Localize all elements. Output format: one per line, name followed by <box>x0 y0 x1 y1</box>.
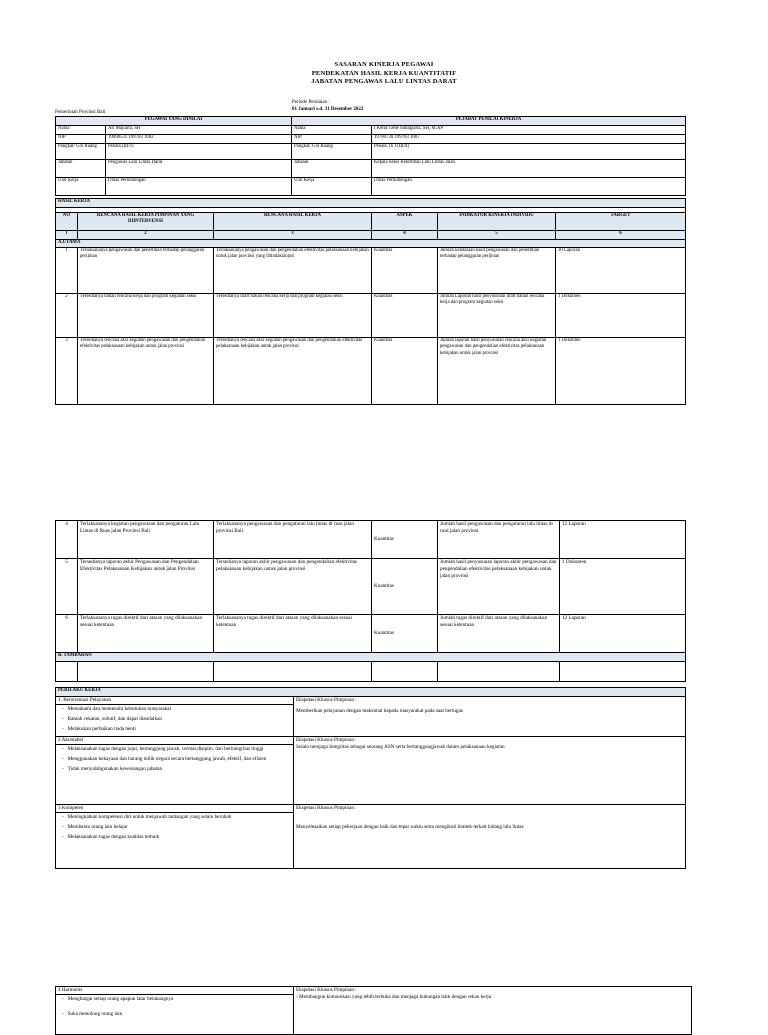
list-item: - Membantu orang lain belajar <box>62 824 128 830</box>
row-target: 1 Dokumen <box>560 559 686 615</box>
row-aspect: Kuantitas <box>372 294 438 338</box>
main-section-title: A.UTAMA <box>56 240 686 248</box>
list-item: - Memahami dan memenuhi kebutuhan masyarakat <box>62 706 172 712</box>
row-no: 5 <box>56 559 78 615</box>
col-num-4: 4 <box>372 231 438 240</box>
row-leader-plan: Terlaksananya pengawasan dan penertiban terhadap pelanggaran perijinan <box>78 248 214 294</box>
row-indicator: Jumlah tugas direktif dari atasan yang dilaksanakan sesuai ketentuan <box>438 615 560 653</box>
period-value: 01 Januari s.d. 31 Desember 2022 <box>292 107 364 112</box>
list-item: - Menghargai setiap orang apapun latar belakangnya <box>62 996 174 1002</box>
behavior-1-expectation <box>294 697 686 737</box>
expectation-label: Ekspetasi Khusus Pimpinan : <box>296 805 357 811</box>
work-behavior-table <box>55 687 686 869</box>
behavior-4-points <box>56 995 294 1035</box>
employee-rank-value: Penata (III/c) <box>106 144 292 160</box>
behavior-2-title: 2 Akuntabel <box>56 737 294 745</box>
work-results-section-title: HASIL KERJA <box>56 199 686 208</box>
row-no: 3 <box>56 338 78 405</box>
behavior-1-title: 1. Berorientasi Pelayanan <box>56 697 294 705</box>
expectation-text: Menyelesaikan setiap pekerjaan dengan baik dan tepat waktu serta mengikuti bimtek terkait bidang lalu lintas <box>296 824 524 830</box>
row-work-plan: Terlaksananya tugas direktif dari atasan yang dilaksanakan sesuai ketentuan <box>214 615 372 653</box>
list-item: - Melaksanakan tugas dengan jujur, bertanggung jawab, cermat,disiplin, dan berintegritas tinggi <box>62 746 264 752</box>
row-aspect: Kuantitas <box>372 338 438 405</box>
organization-name: Pemerintah Provinsi Bali <box>55 110 106 115</box>
employee-position-value: Pengawas Lalu Lintas Darat <box>106 160 292 178</box>
list-item: - Meningkatkan kompetensi diri untuk menjawab tantangan yang selalu berubah <box>62 814 232 820</box>
row-work-plan: Terlaksananya pengawasan dan pengaturan lalu lintas di ruas jalan provinsi Bali <box>214 521 372 559</box>
list-item: - Melaksanakan tugas dengan kualitas terbaik <box>62 834 160 840</box>
employee-position-label: Jabatan <box>56 160 106 178</box>
title-line-2: PENDEKATAN HASIL KERJA KUANTITATIF <box>311 69 457 77</box>
col-work-plan: RENCANA HASIL KERJA <box>214 213 372 231</box>
table-row <box>56 338 686 405</box>
row-target: 12 Laporan <box>560 521 686 559</box>
assessor-name-value: I Ketut Gede Subagiarta, SH, M.AP <box>372 126 686 135</box>
work-results-table <box>55 198 686 405</box>
behavior-2-expectation <box>294 737 686 805</box>
col-indicator: INDIKATOR KINERJA INDIVIDU <box>438 213 556 231</box>
assessed-employee-header: PEGAWAI YANG DINILAI <box>56 117 292 126</box>
row-indicator: Jumlah Laporan hasil penyusunan draft bahan rencana kerja dan program kegiatan seksi <box>438 294 556 338</box>
row-aspect: Kuantitas <box>372 248 438 294</box>
employee-info-table <box>55 116 686 196</box>
row-leader-plan: Tersedianya rencana aksi kegiatan pengawasan dan pengendalian efektivitas pelaksanaan kebijakan untuk jalan provinsi <box>78 338 214 405</box>
row-work-plan: Tersedianya laporan akhir pengawasan dan pengendalian efektivitas pelaksanaan kebijakan untuk jalan provinsi <box>214 559 372 615</box>
work-behavior-table-continued <box>55 986 692 1035</box>
period-label: Periode Penilaian : <box>292 100 330 105</box>
row-no: 6 <box>56 615 78 653</box>
row-aspect: Kuantitas <box>372 521 438 559</box>
list-item: - Tidak menyalahgunakan kewenangan jabatan <box>62 766 163 772</box>
table-row <box>56 615 686 653</box>
table-row <box>56 521 686 559</box>
assessor-unit-value: Dinas Perhubungan <box>372 178 686 196</box>
expectation-label: Ekspetasi Khusus Pimpinan : <box>296 697 357 703</box>
row-indicator: Jumlah laporan hasil penyusunan rencana aksi kegiatan pengawasan dan pengendalian efektivitas pelaksanaan kebijakan untuk jalan provinsi <box>438 338 556 405</box>
behavior-3-expectation <box>294 805 686 869</box>
employee-name-value: Ari Majiarta, SH <box>106 126 292 135</box>
list-item: - Melakukan perbaikan tiada henti <box>62 726 136 732</box>
list-item: - Suka menolong orang lain <box>62 1011 123 1017</box>
behavior-4-title: 4 Harmonis <box>56 987 294 995</box>
table-row <box>56 294 686 338</box>
row-leader-plan: Terlaksananya kegiatan pengawasan dan pengaturan Lalu Lintas di Ruas jalan Provinsi Bali <box>78 521 214 559</box>
table-row <box>56 559 686 615</box>
col-num-2: 2 <box>78 231 214 240</box>
col-num-6: 6 <box>556 231 686 240</box>
list-item: - Menggunakan kekayaan dan barang milik negara secara bertanggung jawab, efektif, dan efisien <box>62 756 267 762</box>
expectation-text: - Membangun komunikasi yang lebih terbuka dan menjaga hubungan baik dengan rekan kerja <box>296 994 492 1000</box>
col-num-5: 5 <box>438 231 556 240</box>
row-target: 12 Laporan <box>560 615 686 653</box>
title-line-1: SASARAN KINERJA PEGAWAI <box>334 61 434 68</box>
employee-rank-label: Pangkat/ Gol Ruang <box>56 144 106 160</box>
row-target: 1 Dokumen <box>556 294 686 338</box>
col-aspect: ASPEK <box>372 213 438 231</box>
assessor-rank-label: Pangkat/ Gol Ruang <box>292 144 372 160</box>
expectation-text: Selalu menjaga Integritas sebagai seorang ASN serta bertanggungjawab dalam pelaksanaan kegiatan <box>296 744 505 750</box>
behavior-4-expectation <box>294 987 692 1035</box>
assessor-nip-label: NIP <box>292 135 372 144</box>
expectation-label: Ekspetasi Khusus Pimpinan : <box>296 987 357 993</box>
employee-unit-label: Unit Kerja <box>56 178 106 196</box>
list-item: - Ramah cekatan, solutif, dan dapat diandalkan <box>62 716 162 722</box>
col-num-1: 1 <box>56 231 78 240</box>
assessor-name-label: Nama <box>292 126 372 135</box>
additional-section-title: B. TAMBAHAN <box>56 653 686 662</box>
work-behavior-section-title: PERILAKU KERJA <box>56 688 686 697</box>
col-no: NO <box>56 213 78 231</box>
row-target: 1 Dokumen <box>556 338 686 405</box>
document-title <box>0 61 768 87</box>
row-aspect: Kuantitas <box>372 559 438 615</box>
col-num-3: 3 <box>214 231 372 240</box>
behavior-3-points <box>56 813 294 869</box>
table-row-empty <box>56 662 686 682</box>
row-work-plan: Terlaksananya pengawasan dan pengendalian efektivitas pelaksanaan kebijakan untuk jalan provinsi yang ditindaklanjuti <box>214 248 372 294</box>
assessment-period <box>292 99 363 113</box>
title-line-3: JABATAN PENGAWAS LALU LINTAS DARAT <box>311 78 457 85</box>
table-row <box>56 248 686 294</box>
row-no: 2 <box>56 294 78 338</box>
row-work-plan: Tersedianya rencana aksi kegiatan pengawasan dan pengendalian efektivitas pelaksanaan kebijakan untuk jalan provinsi <box>214 338 372 405</box>
col-target: TARGET <box>556 213 686 231</box>
row-leader-plan: Tersedianya bahan rencana kerja dan program kegiatan seksi <box>78 294 214 338</box>
assessor-position-label: Jabatan <box>292 160 372 178</box>
row-leader-plan: Tersedianya laporan akhir Pengawasan dan Pengendalian Efektivitas Pelaksanaan Kebijakan untuk jalan Provinsi <box>78 559 214 615</box>
work-results-table-continued <box>55 520 686 682</box>
behavior-1-points <box>56 705 294 737</box>
row-leader-plan: Terlaksananya tugas direktif dari atasan yang dilaksanakan sesuai ketentuan <box>78 615 214 653</box>
employee-nip-label: NIP <box>56 135 106 144</box>
behavior-2-points <box>56 745 294 805</box>
expectation-label: Ekspetasi Khusus Pimpinan : <box>296 737 357 743</box>
row-no: 4 <box>56 521 78 559</box>
assessor-nip-value: 19700730 199703 1007 <box>372 135 686 144</box>
row-no: 1 <box>56 248 78 294</box>
behavior-3-title: 3 Kompeten <box>56 805 294 813</box>
row-indicator: Jumlah hasil pengawasan dan pengaturan lalu lintas di ruas jalan provinsi <box>438 521 560 559</box>
employee-unit-value: Dinas Perhubungan <box>106 178 292 196</box>
col-leader-plan: RENCANA HASIL KERJA PIMPINAN YANG DIINTERVENSI <box>78 213 214 231</box>
row-work-plan: Tersedianya draft bahan rencana kerja dan program kegiatan seksi <box>214 294 372 338</box>
assessor-unit-label: Unit Kerja <box>292 178 372 196</box>
employee-name-label: Nama <box>56 126 106 135</box>
row-aspect: Kuantitas <box>372 615 438 653</box>
assessor-header: PEJABAT PENILAI KINERJA <box>292 117 686 126</box>
expectation-text: Memberikan pelayanan dengan maksimal kepada masyarakat pada saat bertugas <box>296 708 463 714</box>
assessor-position-value: Kepala Seksi Ketertiban Lalu Lintas Jalan <box>372 160 686 178</box>
row-indicator: Jumlah kendaraan hasil pengawasan dan penertiban terhadap pelanggaran perijinan <box>438 248 556 294</box>
row-target: 30 Laporan <box>556 248 686 294</box>
row-indicator: Jumlah hasil penyusunan laporan akhir pengawasan dan pengendalian efektivitas pelaksanaan kebijakan untuk jalan provinsi <box>438 559 560 615</box>
employee-nip-value: 19690531 199703 1002 <box>106 135 292 144</box>
assessor-rank-value: Penata Tk I (III/d) <box>372 144 686 160</box>
